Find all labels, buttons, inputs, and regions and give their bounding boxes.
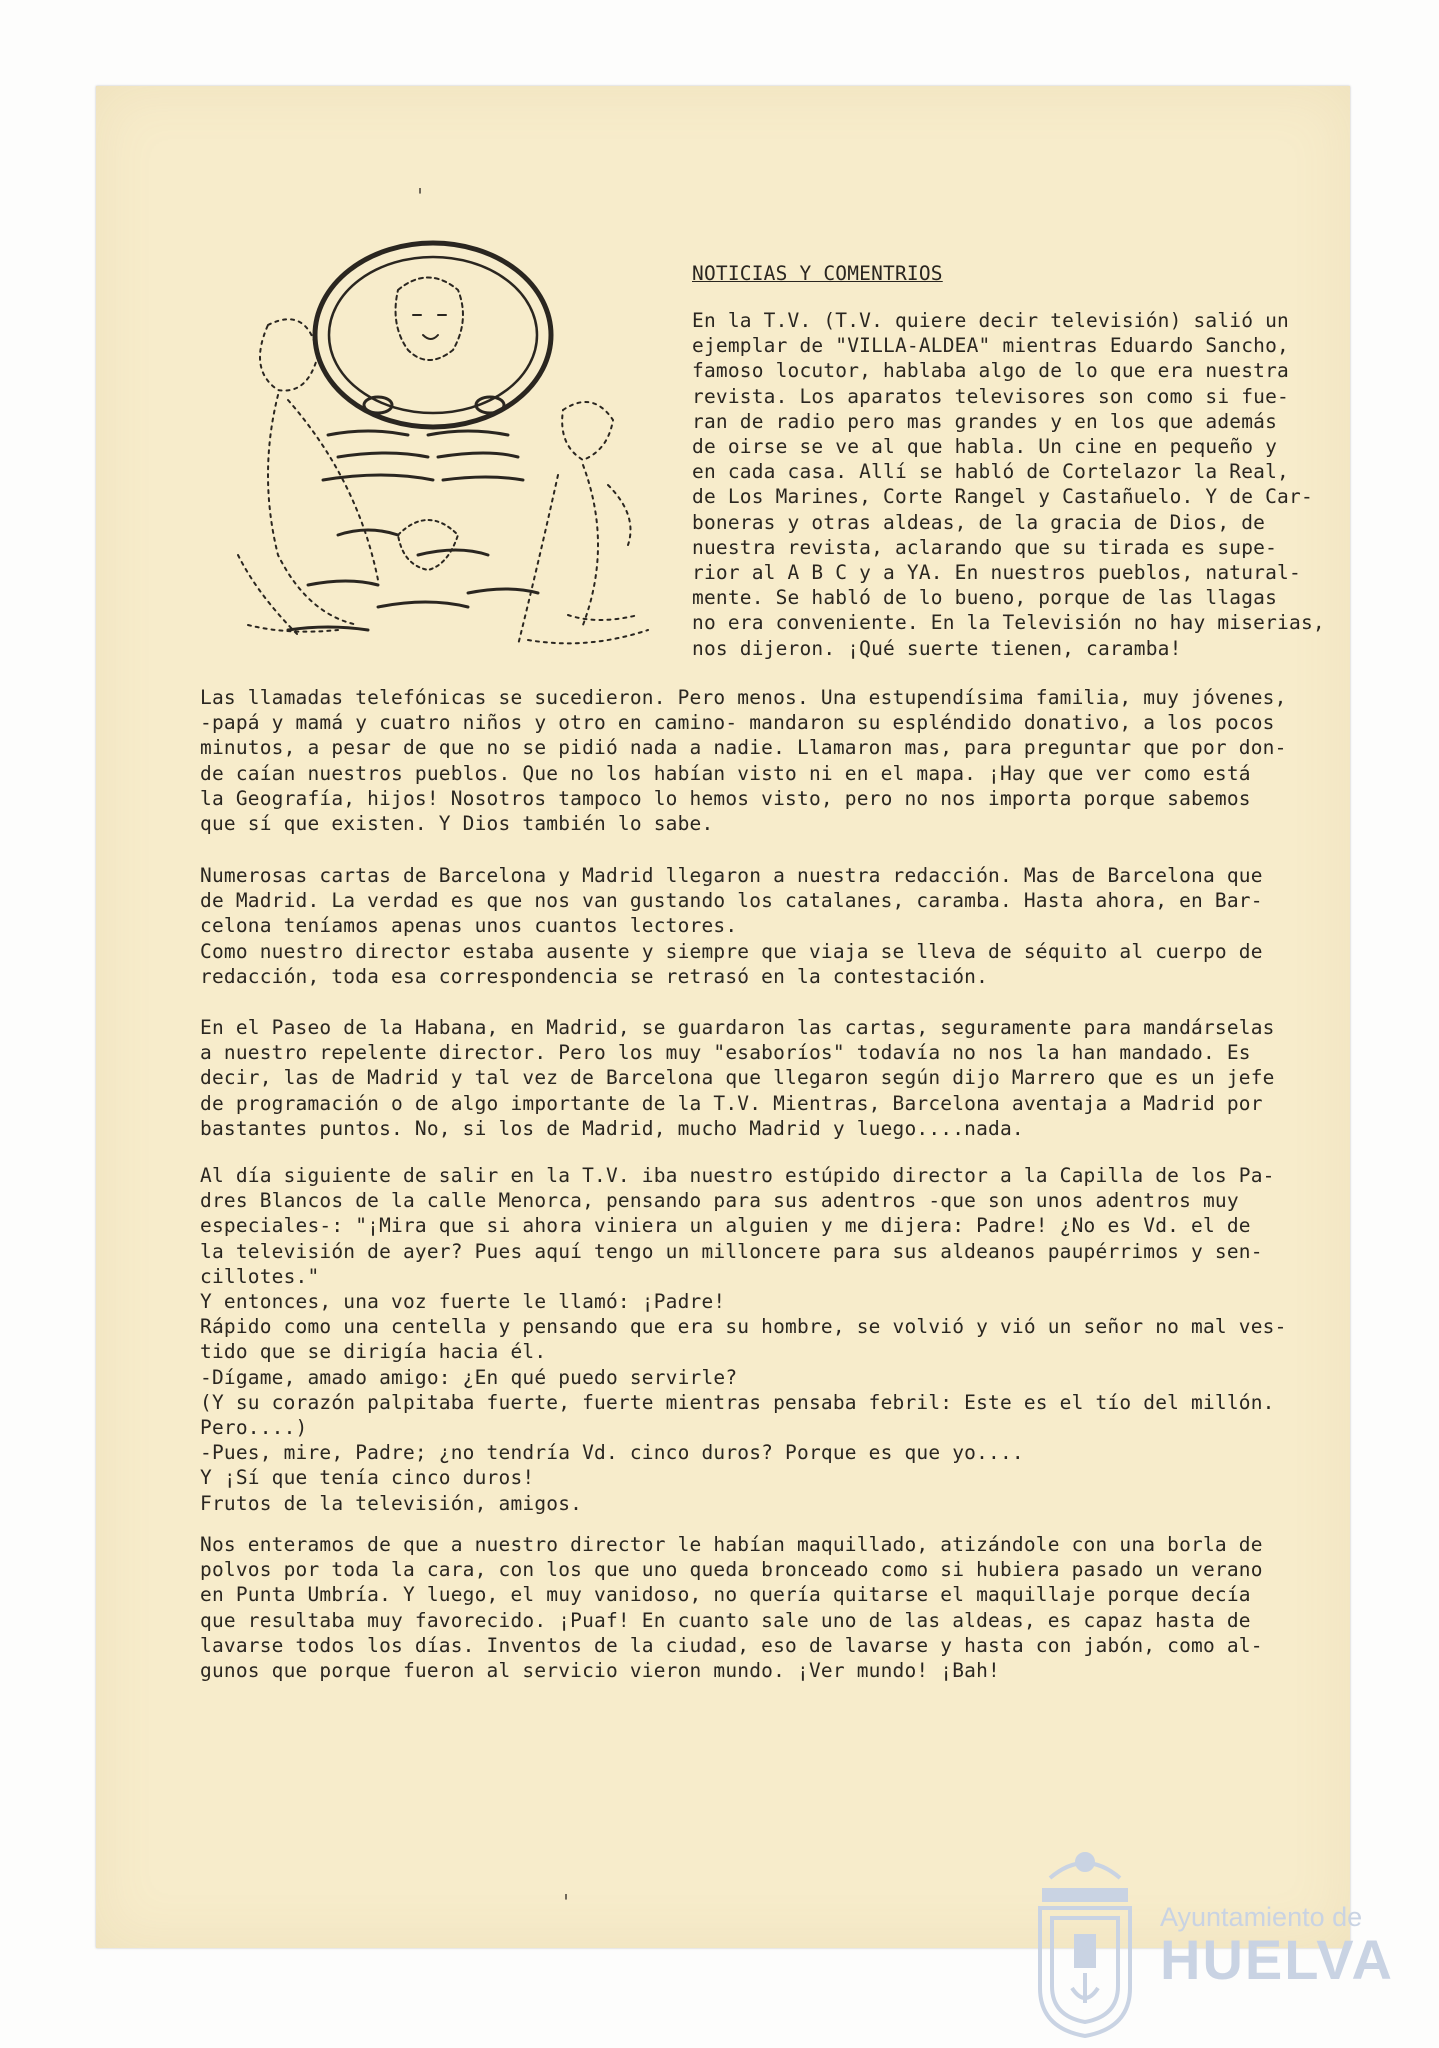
text-line: Frutos de la televisión, amigos. (200, 1491, 583, 1515)
astronaut-illustration (228, 235, 683, 665)
watermark-line2: HUELVA (1160, 1928, 1394, 1991)
text-line: dres Blancos de la calle Menorca, pensando para sus adentros -que son unos adentros muy (200, 1189, 1239, 1213)
city-crest-icon (1030, 1848, 1140, 2038)
text-line: Como nuestro director estaba ausente y siempre que viaja se lleva de séquito al cuerpo de (200, 939, 1263, 963)
text-line: no era conveniente. En la Televisión no hay miserias, (692, 611, 1325, 635)
text-line: polvos por toda la cara, con los que uno queda bronceado como si hubiera pasado un verano (200, 1558, 1263, 1582)
text-line: En la T.V. (T.V. quiere decir televisión) salió un (692, 309, 1289, 332)
text-line: -Pues, mire, Padre; ¿no tendría Vd. cinco duros? Porque es que yo.... (200, 1441, 1024, 1465)
text-line: ejemplar de "VILLA-ALDEA" mientras Eduardo Sancho, (692, 334, 1289, 358)
text-line: nos dijeron. ¡Qué suerte tienen, caramba! (692, 636, 1182, 660)
text-line: la Geografía, hijos! Nosotros tampoco lo hemos visto, pero no nos importa porque sabemos (200, 786, 1251, 810)
text-line: de oirse se ve al que habla. Un cine en pequeño y (692, 435, 1278, 459)
text-line: lavarse todos los días. Inventos de la ciudad, eso de lavarse y hasta con jabón, como al- (200, 1633, 1263, 1657)
text-line: en Punta Umbría. Y luego, el muy vanidoso, no quería quitarse el maquillaje porque decía (200, 1583, 1251, 1607)
paragraph-letters (200, 863, 1340, 989)
text-line: celona teníamos apenas unos cuantos lectores. (200, 914, 738, 938)
text-line: tido que se dirigía hacia él. (200, 1340, 547, 1364)
text-line: revista. Los aparatos televisores son como si fue- (692, 384, 1289, 408)
text-line: cillotes." (200, 1264, 320, 1288)
text-line: a nuestro repelente director. Pero los muy "esaboríos" todavía no nos la han mandado. Es (200, 1041, 1251, 1065)
text-line: la televisión de ayer? Pues aquí tengo un millonceте para sus aldeanos paupérrimos y sen- (200, 1239, 1263, 1263)
text-line: ran de radio pero mas grandes y en los que además (692, 409, 1278, 433)
text-line: En el Paseo de la Habana, en Madrid, se guardaron las cartas, seguramente para mandárselas (200, 1016, 1275, 1039)
text-line: Y ¡Sí que tenía cinco duros! (200, 1466, 535, 1490)
text-line: decir, las de Madrid y tal vez de Barcelona que llegaron según dijo Marrero que es un jefe (200, 1066, 1275, 1090)
paragraph-madrid (200, 1015, 1340, 1141)
text-line: -Dígame, amado amigo: ¿En qué puedo servirle? (200, 1365, 738, 1389)
text-line: -papá y mamá y cuatro niños y otro en camino- mandaron su espléndido donativo, a los pocos (200, 711, 1275, 735)
page-title: NOTICIAS Y COMENTRIOS (692, 262, 943, 285)
paper-mark: ' (414, 184, 427, 208)
text-line: Rápido como una centella y pensando que era su hombre, se volvió y vió un señor no mal ves- (200, 1315, 1287, 1339)
paragraph-makeup (200, 1532, 1340, 1683)
text-line: de caían nuestros pueblos. Que no los habían visto ni en el mapa. ¡Hay que ver como está (200, 761, 1251, 785)
paragraph-chapel (200, 1163, 1340, 1516)
text-line: rior al A B C y a YA. En nuestros pueblos, natural- (692, 561, 1301, 585)
text-line: gunos que porque fueron al servicio vieron mundo. ¡Ver mundo! ¡Bah! (200, 1659, 1000, 1683)
text-line: redacción, toda esa correspondencia se retrasó en la contestación. (200, 964, 989, 988)
text-line: mente. Se habló de lo bueno, porque de las llagas (692, 586, 1278, 610)
text-line: de programación o de algo importante de la T.V. Mientras, Barcelona aventaja a Madrid por (200, 1091, 1263, 1115)
text-line: nuestra revista, aclarando que su tirada es supe- (692, 535, 1278, 559)
text-line: Pero....) (200, 1416, 308, 1440)
text-line: en cada casa. Allí se habló de Cortelazor la Real, (692, 460, 1289, 484)
text-line: Nos enteramos de que a nuestro director le habían maquillado, atizándole con una borla de (200, 1533, 1263, 1556)
intro-paragraph (692, 308, 1352, 661)
text-line: Al día siguiente de salir en la T.V. iba nuestro estúpido director a la Capilla de los Pa- (200, 1164, 1275, 1187)
text-line: de Madrid. La verdad es que nos van gustando los catalanes, caramba. Hasta ahora, en Bar- (200, 889, 1263, 913)
text-line: que sí que existen. Y Dios también lo sabe. (200, 812, 714, 836)
text-line: minutos, a pesar de que no se pidió nada a nadie. Llamaron mas, para preguntar que por don- (200, 736, 1287, 760)
text-line: (Y su corazón palpitaba fuerte, fuerte mientras pensaba febril: Este es el tío del millón. (200, 1390, 1275, 1414)
text-line: Numerosas cartas de Barcelona y Madrid llegaron a nuestra redacción. Mas de Barcelona que (200, 864, 1263, 887)
text-line: famoso locutor, hablaba algo de lo que era nuestra (692, 359, 1289, 383)
text-line: boneras y otras aldeas, de la gracia de Dios, de (692, 510, 1266, 534)
paper-mark: ' (560, 1890, 573, 1914)
text-line: especiales-: "¡Mira que si ahora viniera un alguien y me dijera: Padre! ¿No es Vd. el de (200, 1214, 1251, 1238)
text-line: Las llamadas telefónicas se sucedieron. Pero menos. Una estupendísima familia, muy jóvenes, (200, 686, 1287, 709)
watermark-brand (1160, 1902, 1394, 1992)
paragraph-phone-calls (200, 685, 1340, 836)
watermark-line1: Ayuntamiento de (1160, 1902, 1363, 1932)
text-line: que resultaba muy favorecido. ¡Puaf! En cuanto sale uno de las aldeas, es capaz hasta de (200, 1608, 1251, 1632)
text-line: bastantes puntos. No, si los de Madrid, mucho Madrid y luego....nada. (200, 1116, 1024, 1140)
text-line: de Los Marines, Corte Rangel y Castañuelo. Y de Car- (692, 485, 1313, 509)
text-line: Y entonces, una voz fuerte le llamó: ¡Padre! (200, 1290, 726, 1314)
